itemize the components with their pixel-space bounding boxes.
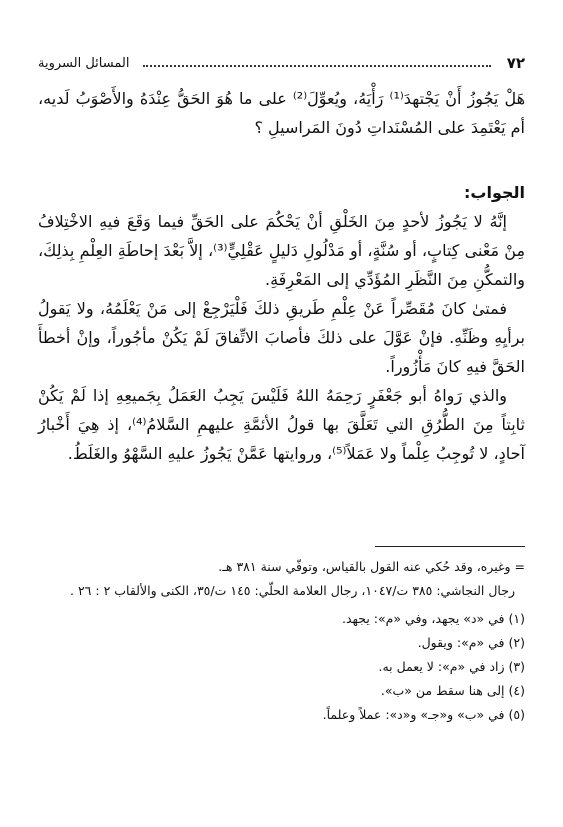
footnotes-section	[38, 556, 525, 728]
footnote-item-2: (٢) في «م»: ويقول.	[417, 635, 525, 650]
footnote-list	[38, 608, 525, 726]
page-number: ٧٢	[506, 54, 525, 72]
footnote-item-3: (٣) زاد في «م»: لا يعمل به.	[378, 659, 525, 674]
answer-paragraph-1: إنَّهُ لا يَجُوزُ لأحدٍ مِنَ الخَلْقِ أنْ يَحْكُمَ على الحَقِّ فيما وَقَعَ فيهِ الاخْتِلافُ مِنْ مَعْنى كِتابٍ، أو سُنَّةٍ، أو مَدْلُولِ دَليلٍ عَقْلِيٍّ⁽³⁾، إلاَّ بَعْدَ إحاطَةِ العِلْمِ بِذلِكَ، والتمكُّنِ مِنَ النَّظَرِ المُؤَدِّي إلى المَعْرِفَةِ.	[38, 212, 526, 289]
header-dotted-leader	[143, 65, 490, 67]
running-title: المسائل السروية	[38, 55, 130, 71]
answer-paragraph-3: والذي رَواهُ أبو جَعْفَرٍ رَحِمَهُ اللهُ فَلَيْسَ يَجِبُ العَمَلُ بِجَميعِهِ إذا لَمْ يَكُنْ ثابِتاً مِنَ الطُّرُقِ التي تَعَلَّقَ بها قولُ الأئمَّةِ عليهمِ السَّلامُ⁽⁴⁾، إذ هِيَ أَخْبارُ آحادٍ، لا تُوجِبُ عِلْماً ولا عَمَلاً⁽⁵⁾، وروايتها عَمَّنْ يَجُوزُ عليهِ السَّهْوُ والغَلَطُ.	[38, 386, 525, 463]
footnote-references: رجال النجاشي: ٣٨٥ ت/١٠٤٧، رجال العلامة الحلّي: ١٤٥ ت/٣٥، الكنى والألقاب ٢ : ٢٦ .	[70, 583, 515, 598]
main-text	[38, 84, 525, 468]
page-header	[38, 52, 525, 74]
answer-paragraph-2: فمتىٰ كانَ مُقَصِّراً عَنْ عِلْمِ طَريقِ ذلكَ فَلْيَرْجِعْ إلى مَنْ يَعْلَمُهُ، ولا يَقولُ برأيِهِ وظَنِّهِ. فإنْ عَوَّلَ على ذلكَ فأصابَ الاتِّفاقَ لَمْ يَكُنْ مأجُوراً، وإنْ أخطأَ الحَقَّ فيهِ كانَ مَأْزُوراً.	[38, 299, 525, 376]
footnote-item-4: (٤) إلى هنا سقط من «ب».	[380, 683, 525, 698]
footnote-continuation: = وغيره، وقد حُكي عنه القول بالقياس، وتوفّي سنة ٣٨١ هـ.	[218, 559, 525, 574]
footnote-separator	[375, 546, 525, 547]
question-paragraph: هَلْ يَجُوزُ أَنْ يَجْتهدَ⁽¹⁾ رَأْيَهُ، ويُعوِّلَ⁽²⁾ على ما هُوَ الحَقُّ عِنْدَهُ والأَصْوَبُ لَديه، أم يَعْتَمِدَ على المُسْنَداتِ دُونَ المَراسيلِ ؟	[38, 89, 525, 137]
footnote-item-5: (٥) في «ب» و«جـ» و«د»: عملاً وعلماً.	[322, 707, 525, 722]
footnote-item-1: (١) في «د» يجهد، وفي «م»: يجهد.	[341, 611, 525, 626]
answer-label: الجواب:	[463, 183, 525, 202]
